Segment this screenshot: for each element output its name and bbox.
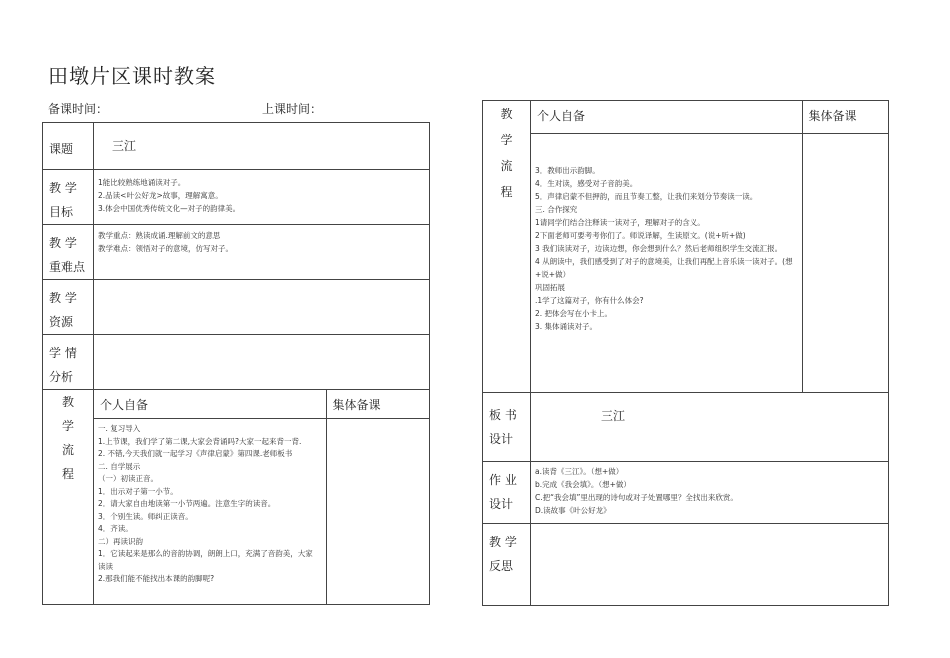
flow-item: 二）再读识韵 xyxy=(98,536,143,546)
flow-item: 3．教师出示韵脚。 xyxy=(535,165,600,175)
flow-item: 2.那我们能不能找出本课的韵脚呢? xyxy=(98,574,215,583)
homework-item: C.把“我会填”里出现的诗句或对子处置哪里？全找出来欣赏。 xyxy=(535,493,738,502)
group-prep-header: 集体备课 xyxy=(326,390,430,419)
flow-item: .1学了这篇对子，你有什么体会? xyxy=(535,295,644,305)
page-title: 田墩片区课时教案 xyxy=(48,64,216,88)
flow-item: 3．个别生读。师纠正读音。 xyxy=(98,511,193,521)
personal-prep-content xyxy=(94,419,326,605)
flow-item: 3. 集体诵读对子。 xyxy=(535,321,598,331)
flow-item: 三. 合作探究 xyxy=(535,204,578,214)
flow-item: 2. 把体会写在小卡上。 xyxy=(535,308,613,318)
personal-prep-header: 个人自备 xyxy=(94,390,326,419)
flow-label: 教 学 流 程 xyxy=(483,101,531,393)
homework-item: b.完成《我会填》。（想+做） xyxy=(535,480,631,489)
topic-cell xyxy=(94,123,430,170)
resources-label: 教 学 资源 xyxy=(43,280,94,335)
flow-item: 1．它读起来是那么的音韵协调，朗朗上口，充满了音韵美，大家 xyxy=(98,549,313,558)
flow-content-cell xyxy=(531,101,889,393)
class-time-label: 上课时间： xyxy=(262,102,323,116)
flow-item: 二. 自学展示 xyxy=(98,461,141,471)
flow-content-cell xyxy=(94,390,430,605)
flow-item: 2．请大家自由地读第一小节两遍。注意生字的读音。 xyxy=(98,499,276,508)
homework-cell xyxy=(531,462,889,524)
flow-item: 5．声律启蒙不但押韵，而且节奏工整，让我们来划分节奏读一读。 xyxy=(535,191,758,201)
homework-item: D.读故事《叶公好龙》 xyxy=(535,506,611,515)
flow-item: 1．出示对子第一小节。 xyxy=(98,486,178,496)
right-lesson-table xyxy=(482,100,889,606)
goal-item: 1能比较熟练地诵读对子。 xyxy=(98,178,186,187)
board-design-cell xyxy=(531,393,889,462)
situation-label: 学 情 分析 xyxy=(43,335,94,390)
topic-value: 三江 xyxy=(112,139,137,153)
key-points-label: 教 学 重难点 xyxy=(43,225,94,280)
resources-cell xyxy=(94,280,430,335)
board-design-label: 板 书 设计 xyxy=(483,393,531,462)
goal-item: 2.品读<叶公好龙>故事，理解寓意。 xyxy=(98,191,223,200)
personal-prep-content xyxy=(531,133,802,392)
flow-item: 3 我们读读对子，边读边想，你会想到什么？然后老师组织学生交流汇报。 xyxy=(535,243,783,253)
board-design-value: 三江 xyxy=(601,409,626,423)
left-lesson-table xyxy=(42,122,430,605)
group-prep-header: 集体备课 xyxy=(802,101,889,133)
key-points-cell xyxy=(94,225,430,280)
flow-item: 4．齐读。 xyxy=(98,524,133,533)
topic-label: 课题 xyxy=(43,123,94,170)
group-prep-content xyxy=(802,133,889,392)
flow-item: 2下面老师可要考考你们了。师说译解，生读原文。(说+听+做) xyxy=(535,230,746,240)
flow-item: 巩固拓展 xyxy=(535,282,565,292)
flow-item: 1.上节课，我们学了第二课,大家会背诵吗?大家一起来背一背. xyxy=(98,436,302,446)
reflection-label: 教 学 反思 xyxy=(483,524,531,606)
goal-item: 3.体会中国优秀传统文化—对子的韵律美。 xyxy=(98,204,241,213)
flow-item: 一. 复习导入 xyxy=(98,424,141,433)
flow-item: +说+做） xyxy=(535,269,571,279)
homework-label: 作 业 设计 xyxy=(483,462,531,524)
personal-prep-header: 个人自备 xyxy=(531,101,802,133)
key-item: 教学重点：熟读成诵.理解前文的意思 xyxy=(98,231,221,240)
flow-label: 教 学 流 程 xyxy=(43,390,94,605)
homework-item: a.读背《三江》。（想+做） xyxy=(535,467,624,476)
flow-item: 2. 不错,今天我们就一起学习《声律启蒙》第四课.老师板书 xyxy=(98,449,293,458)
flow-item: （一）初读正音。 xyxy=(98,474,158,483)
flow-item: 4．生对读，感受对子音韵美。 xyxy=(535,178,638,188)
flow-item: 读读 xyxy=(98,561,113,571)
situation-cell xyxy=(94,335,430,390)
goals-label: 教 学 目标 xyxy=(43,170,94,225)
flow-item: 1请同学们结合注释读一读对子，理解对子的含义。 xyxy=(535,217,705,227)
goals-cell xyxy=(94,170,430,225)
key-item: 教学难点：领悟对子的意境，仿写对子。 xyxy=(98,244,233,253)
prep-time-label: 备课时间： xyxy=(48,102,109,116)
reflection-cell xyxy=(531,524,889,606)
group-prep-content xyxy=(326,419,430,605)
flow-item: 4 从朗读中，我们感受到了对子的意境美，让我们再配上音乐读一读对子。(想 xyxy=(535,256,793,266)
